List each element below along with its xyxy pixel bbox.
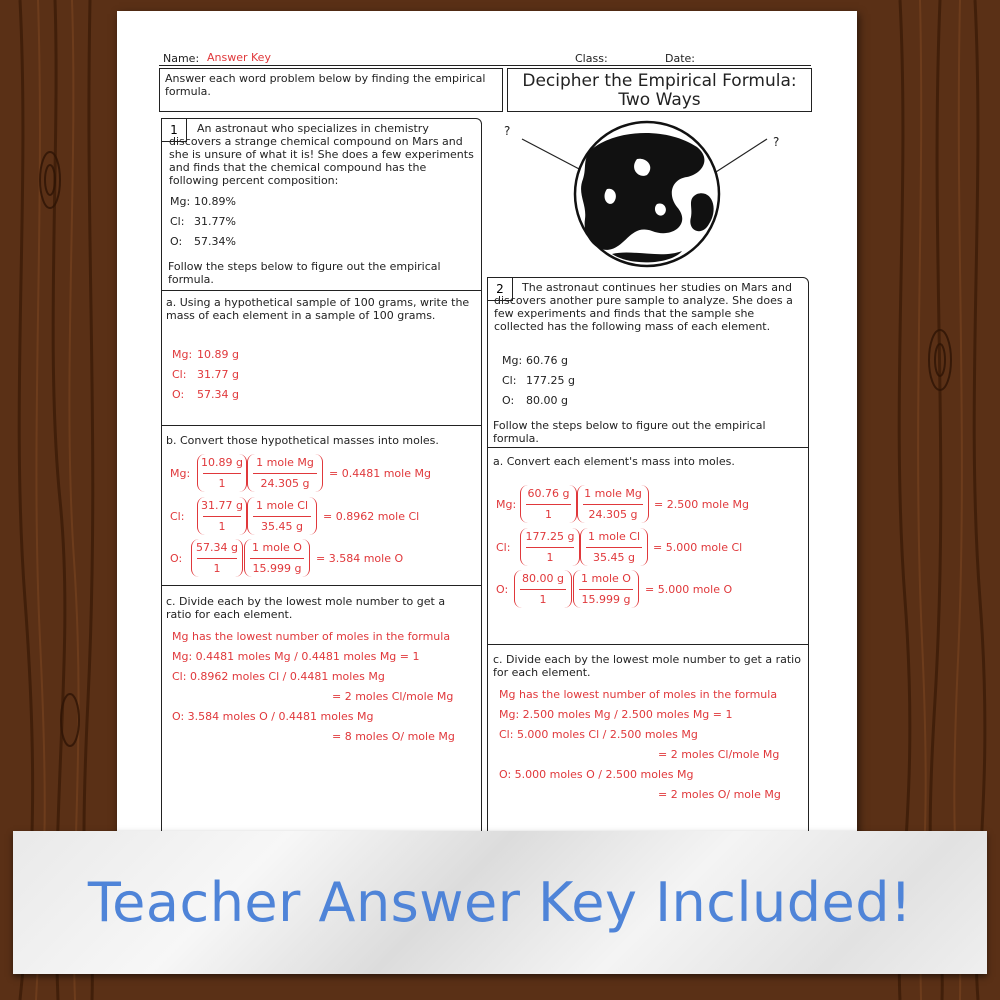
divider <box>161 290 482 291</box>
problem2-number: 2 <box>487 277 513 301</box>
fraction-denominator: 15.999 g <box>252 562 302 575</box>
p1-comp-el: Cl: <box>170 215 185 228</box>
p1-c-line: = 2 moles Cl/mole Mg <box>332 690 454 703</box>
p1-c-line: = 8 moles O/ mole Mg <box>332 730 455 743</box>
fraction-denominator: 24.305 g <box>588 508 638 521</box>
p1-c-line: O: 3.584 moles O / 0.4481 moles Mg <box>172 710 374 723</box>
p2-comp-val: 177.25 g <box>526 374 575 387</box>
p1-c-line: Mg has the lowest number of moles in the formula <box>172 630 451 643</box>
p2-a-result: = 5.000 mole O <box>645 583 733 596</box>
fraction-denominator: 1 <box>218 520 226 533</box>
divider <box>487 644 809 645</box>
p2-step-c-text: c. Divide each by the lowest mole number to get a ratio for each element. <box>493 653 801 679</box>
fraction-denominator: 1 <box>213 562 221 575</box>
title-line2: Two Ways <box>618 90 701 110</box>
instructions-box <box>159 68 503 112</box>
fraction-numerator: 80.00 g <box>522 572 564 585</box>
fraction-denominator: 35.45 g <box>261 520 303 533</box>
fraction-numerator: 60.76 g <box>527 487 570 500</box>
p2-a-result: = 5.000 mole Cl <box>653 541 743 554</box>
fraction-numerator: 31.77 g <box>201 499 243 512</box>
problem1-number: 1 <box>161 118 187 142</box>
p1-comp-el: Mg: <box>170 195 191 208</box>
fraction-denominator: 1 <box>546 551 554 564</box>
fraction <box>244 539 310 577</box>
fraction-numerator: 57.34 g <box>196 541 238 554</box>
p1-b-result: = 0.8962 mole Cl <box>323 510 420 523</box>
p2-c-line: Cl: 5.000 moles Cl / 2.500 moles Mg <box>499 728 698 741</box>
p1-step-a-text: a. Using a hypothetical sample of 100 grams, write the mass of each element in a sample of 100 grams. <box>166 296 470 322</box>
divider <box>487 447 809 448</box>
divider <box>161 585 482 586</box>
p1-step-c-text: c. Divide each by the lowest mole number to get a ratio for each element. <box>166 595 446 621</box>
p1-a-el: O: <box>172 388 185 401</box>
fraction <box>191 539 243 577</box>
answer-key-banner <box>13 831 987 974</box>
p1-b-result: = 3.584 mole O <box>316 552 404 565</box>
p1-a-val: 31.77 g <box>197 368 239 381</box>
problem1-prompt: An astronaut who specializes in chemistry discovers a strange chemical compound on Mars and she is unsure of what it is! She does a few experiments and finds that the chemical compound has the following percent composition: <box>169 122 474 187</box>
name-label: Name: <box>163 52 200 65</box>
p2-comp-val: 80.00 g <box>526 394 568 407</box>
header-underline <box>159 65 811 66</box>
fraction <box>197 497 247 535</box>
p1-b-result: = 0.4481 mole Mg <box>329 467 431 480</box>
p2-c-line: = 2 moles O/ mole Mg <box>658 788 781 801</box>
p2-step-a-text: a. Convert each element's mass into moles. <box>493 455 735 468</box>
p1-a-el: Mg: <box>172 348 193 361</box>
p1-a-val: 10.89 g <box>197 348 239 361</box>
p1-b-el: O: <box>170 552 183 565</box>
p2-comp-el: Cl: <box>502 374 517 387</box>
p1-step-b-text: b. Convert those hypothetical masses into moles. <box>166 434 439 447</box>
p1-a-el: Cl: <box>172 368 187 381</box>
p2-comp-el: Mg: <box>502 354 523 367</box>
fraction <box>247 454 323 492</box>
p1-c-line: Mg: 0.4481 moles Mg / 0.4481 moles Mg = 1 <box>172 650 420 663</box>
fraction-numerator: 10.89 g <box>201 456 243 469</box>
date-label: Date: <box>665 52 695 65</box>
p2-a-el: Cl: <box>496 541 511 554</box>
p2-a-result: = 2.500 mole Mg <box>654 498 749 511</box>
fraction <box>580 528 648 566</box>
p1-comp-el: O: <box>170 235 183 248</box>
p2-comp-val: 60.76 g <box>526 354 568 367</box>
p1-comp-val: 57.34% <box>194 235 236 248</box>
p2-comp-el: O: <box>502 394 515 407</box>
p1-a-val: 57.34 g <box>197 388 239 401</box>
fraction-numerator: 1 mole Cl <box>588 530 640 543</box>
fraction-numerator: 1 mole Cl <box>256 499 308 512</box>
p1-comp-val: 10.89% <box>194 195 236 208</box>
fraction-denominator: 1 <box>218 477 226 490</box>
fraction-denominator: 24.305 g <box>260 477 310 490</box>
p2-c-line: O: 5.000 moles O / 2.500 moles Mg <box>499 768 694 781</box>
planet-question-mark: ? <box>773 135 780 149</box>
p2-c-line: Mg: 2.500 moles Mg / 2.500 moles Mg = 1 <box>499 708 733 721</box>
fraction-denominator: 35.45 g <box>593 551 635 564</box>
name-value: Answer Key <box>207 51 271 64</box>
fraction-numerator: 1 mole Mg <box>584 487 642 500</box>
planet-illustration <box>497 119 797 279</box>
fraction-numerator: 1 mole O <box>581 572 631 585</box>
p2-c-line: Mg has the lowest number of moles in the formula <box>499 688 778 701</box>
fraction-numerator: 1 mole Mg <box>256 456 314 469</box>
problem2-prompt: The astronaut continues her studies on Mars and discovers another pure sample to analyze. She does a few experiments and finds that the sample she collected has the following mass of each element. <box>494 281 793 333</box>
p1-b-el: Cl: <box>170 510 185 523</box>
fraction-denominator: 15.999 g <box>581 593 631 606</box>
p2-c-line: = 2 moles Cl/mole Mg <box>658 748 780 761</box>
p2-a-el: O: <box>496 583 509 596</box>
problem1-follow: Follow the steps below to figure out the empirical formula. <box>168 260 441 286</box>
p1-c-line: Cl: 0.8962 moles Cl / 0.4481 moles Mg <box>172 670 385 683</box>
title-line1: Decipher the Empirical Formula: <box>522 71 797 91</box>
banner-text: Teacher Answer Key Included! <box>87 871 913 934</box>
fraction-denominator: 1 <box>539 593 547 606</box>
worksheet-page <box>117 11 857 851</box>
p1-b-el: Mg: <box>170 467 191 480</box>
planet-question-mark: ? <box>504 124 511 138</box>
fraction <box>514 570 572 608</box>
fraction <box>573 570 639 608</box>
fraction <box>197 454 247 492</box>
fraction-numerator: 1 mole O <box>252 541 302 554</box>
fraction <box>247 497 317 535</box>
p1-comp-val: 31.77% <box>194 215 236 228</box>
divider <box>161 425 482 426</box>
fraction-numerator: 177.25 g <box>525 530 575 543</box>
problem2-follow: Follow the steps below to figure out the empirical formula. <box>493 419 766 445</box>
p2-a-el: Mg: <box>496 498 517 511</box>
fraction-denominator: 1 <box>545 508 552 521</box>
fraction <box>577 485 649 523</box>
instructions-text: Answer each word problem below by finding the empirical formula. <box>165 72 486 98</box>
title-box <box>507 68 812 112</box>
fraction <box>520 485 577 523</box>
fraction <box>520 528 580 566</box>
class-label: Class: <box>575 52 608 65</box>
